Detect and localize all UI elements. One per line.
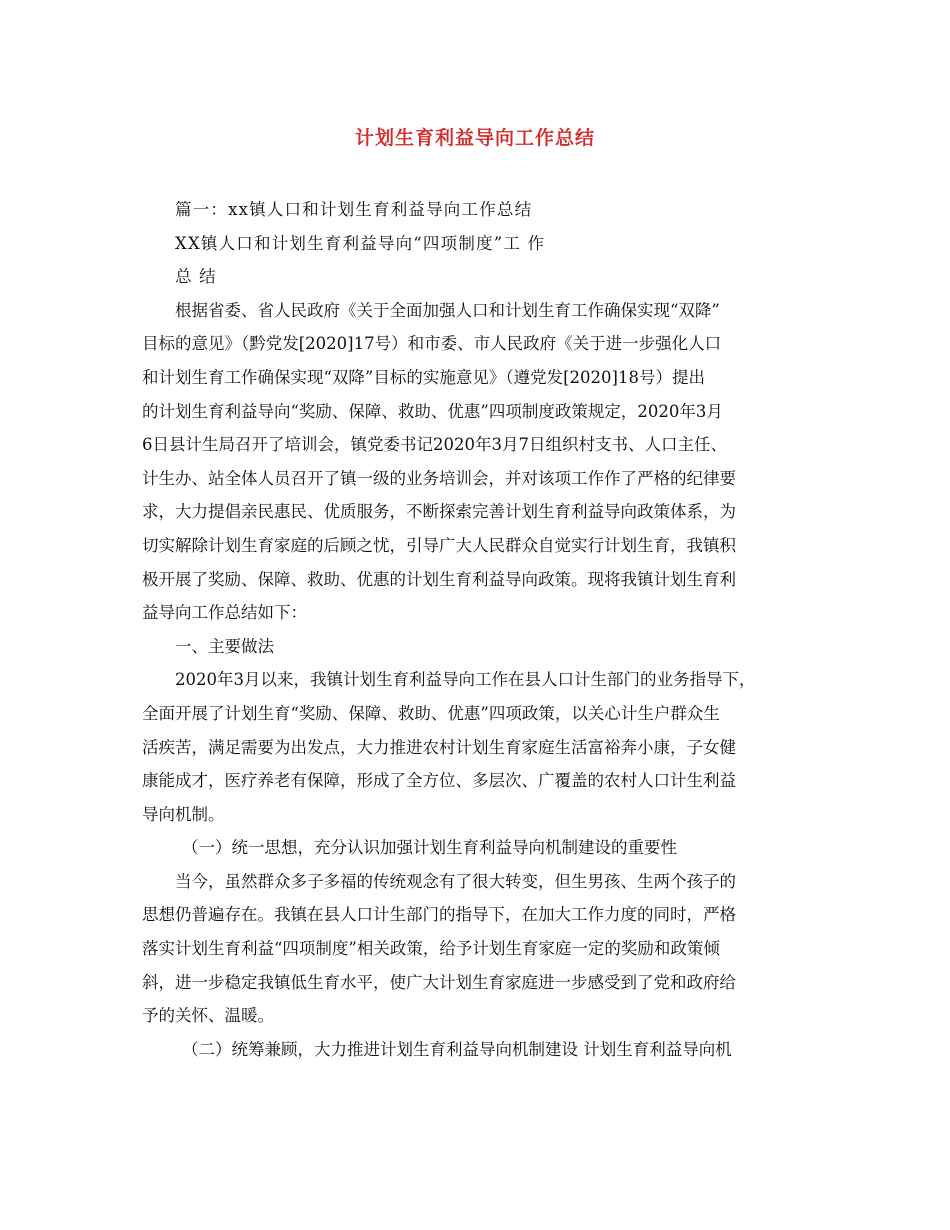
paragraph-line: 2020年3月以来，我镇计划生育利益导向工作在县人口计生部门的业务指导下， <box>175 670 756 690</box>
paragraph-line: 落实计划生育利益“四项制度”相关政策，给予计划生育家庭一定的奖励和政策倾 <box>142 939 720 959</box>
paragraph-line: 康能成才，医疗养老有保障，形成了全方位、多层次、广覆盖的农村人口计生利益 <box>142 771 736 791</box>
paragraph-line: 当今，虽然群众多子多福的传统观念有了很大转变，但生男孩、生两个孩子的 <box>175 871 736 891</box>
section-heading: 篇一：xx镇人口和计划生育利益导向工作总结 <box>175 200 533 219</box>
paragraph-line: 极开展了奖励、保障、救助、优惠的计划生育利益导向政策。现将我镇计划生育利 <box>142 569 736 589</box>
paragraph-line: 根据省委、省人民政府《关于全面加强人口和计划生育工作确保实现“双降” <box>175 300 720 320</box>
section-heading: 一、主要做法 <box>175 636 274 656</box>
paragraph-line: 益导向工作总结如下： <box>142 603 307 623</box>
document-title: 计划生育利益导向工作总结 <box>354 127 595 149</box>
paragraph-line: 斜，进一步稳定我镇低生育水平，使广大计划生育家庭进一步感受到了党和政府给 <box>142 972 736 992</box>
paragraph-line: 计生办、站全体人员召开了镇一级的业务培训会，并对该项工作作了严格的纪律要 <box>142 468 736 488</box>
paragraph-line: 目标的意见》（黔党发[2020]17号）和市委、市人民政府《关于进一步强化人口 <box>142 334 722 354</box>
subtitle-line: 总 结 <box>175 267 217 287</box>
paragraph-line: 全面开展了计划生育“奖励、保障、救助、优惠”四项政策，以关心计生户群众生 <box>142 703 720 723</box>
paragraph-line: 6日县计生局召开了培训会，镇党委书记2020年3月7日组织村支书、人口主任、 <box>142 435 727 455</box>
paragraph-line: 活疾苦，满足需要为出发点，大力推进农村计划生育家庭生活富裕奔小康，子女健 <box>142 737 736 757</box>
paragraph-line: 思想仍普遍存在。我镇在县人口计生部门的指导下，在加大工作力度的同时，严格 <box>142 905 736 925</box>
document-body <box>142 193 812 1066</box>
paragraph-line: 切实解除计划生育家庭的后顾之忧，引导广大人民群众自觉实行计划生育，我镇积 <box>142 535 736 555</box>
paragraph-line: 予的关怀、温暖。 <box>142 1006 274 1026</box>
paragraph-line: 求，大力提倡亲民惠民、优质服务，不断探索完善计划生育利益导向政策体系，为 <box>142 502 736 522</box>
subtitle-line: XX镇人口和计划生育利益导向“四项制度”工 作 <box>175 233 546 253</box>
paragraph-line: 和计划生育工作确保实现“双降”目标的实施意见》（遵党发[2020]18号）提出 <box>142 367 705 387</box>
paragraph-line: 的计划生育利益导向“奖励、保障、救助、优惠”四项制度政策规定，2020年3月 <box>142 401 723 421</box>
paragraph-line: 导向机制。 <box>142 804 225 824</box>
subsection-heading: （一）统一思想，充分认识加强计划生育利益导向机制建设的重要性 <box>182 838 677 858</box>
subsection-heading: （二）统筹兼顾，大力推进计划生育利益导向机制建设 计划生育利益导向机 <box>182 1039 732 1059</box>
